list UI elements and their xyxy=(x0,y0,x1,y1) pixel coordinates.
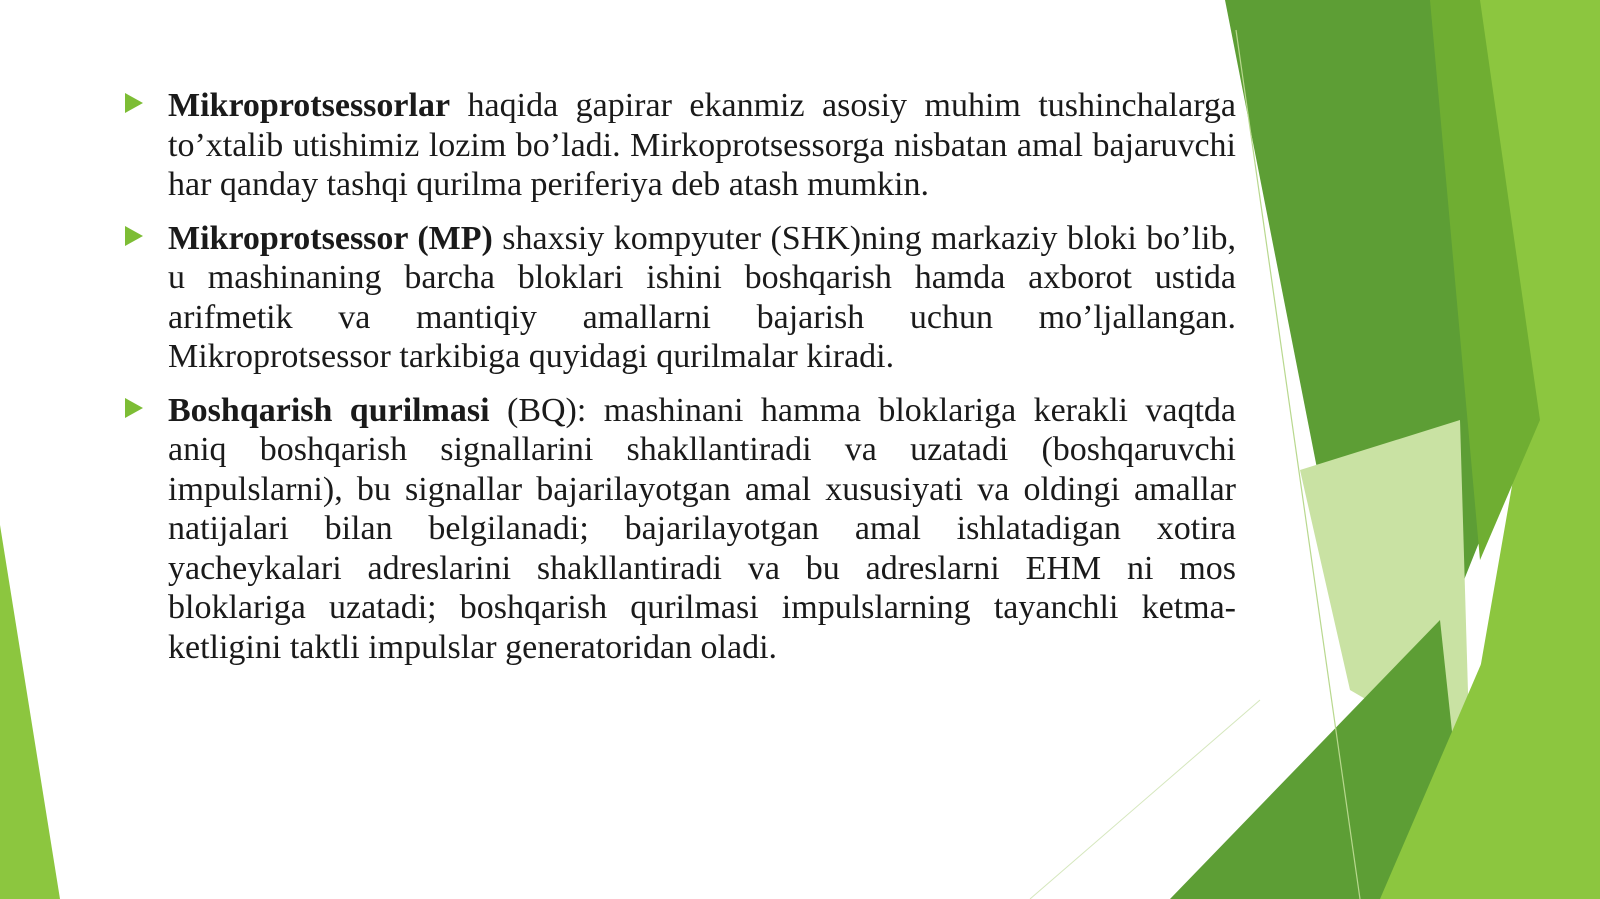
triangle-bullet-icon xyxy=(122,224,146,248)
bullet-term-3: Boshqarish qurilmasi xyxy=(168,391,490,429)
bullet-term-1: Mikroprotsessorlar xyxy=(168,87,451,124)
left-accent-shape xyxy=(0,525,60,899)
bullet-body-3: (BQ): mashinani hamma bloklariga kerakli vaqtda aniq boshqarish signallarini shakllantiradi va uzatadi (boshqaruvchi impulslarni), bu signallar bajarilayotgan amal xususiyati va oldingi amallar natijalari bilan belgilanadi; bajarilayotgan amal ishlatadigan xotira yacheykalari adreslarini shakllantiradi va bu adreslarni EHM ni mos bloklariga uzatadi; boshqarish qurilmasi impulslarning tayanchli ketma-ketligini taktli impulslar generatoridan oladi. xyxy=(168,391,1236,666)
triangle-bullet-icon xyxy=(122,91,146,115)
bullet-body-2: shaxsiy kompyuter (SHK)ning markaziy bloki bo’lib, u mashinaning barcha bloklari ishini boshqarish hamda axborot ustida arifmetik va mantiqiy amallarni bajarish uchun mo’ljallangan. Mikroprotsessor tarkibiga quyidagi qurilmalar kiradi. xyxy=(168,219,1236,375)
bullet-term-2: Mikroprotsessor (MP) xyxy=(168,219,493,257)
bullet-body-1: haqida gapirar ekanmiz asosiy muhim tushinchalarga to’xtalib utishimiz lozim bo’ladi. Mirkoprotsessorga nisbatan amal bajaruvchi har qanday tashqi qurilma periferiya deb atash mumkin. xyxy=(168,87,1236,203)
bullet-item-2 xyxy=(122,219,1236,377)
bullet-paragraph-1 xyxy=(168,86,1236,205)
bullet-paragraph-2 xyxy=(168,219,1236,377)
bullet-item-3 xyxy=(122,391,1236,668)
bullet-item-1 xyxy=(122,86,1236,205)
triangle-bullet-icon xyxy=(122,396,146,420)
slide-content xyxy=(122,86,1236,681)
bullet-paragraph-3 xyxy=(168,391,1236,668)
